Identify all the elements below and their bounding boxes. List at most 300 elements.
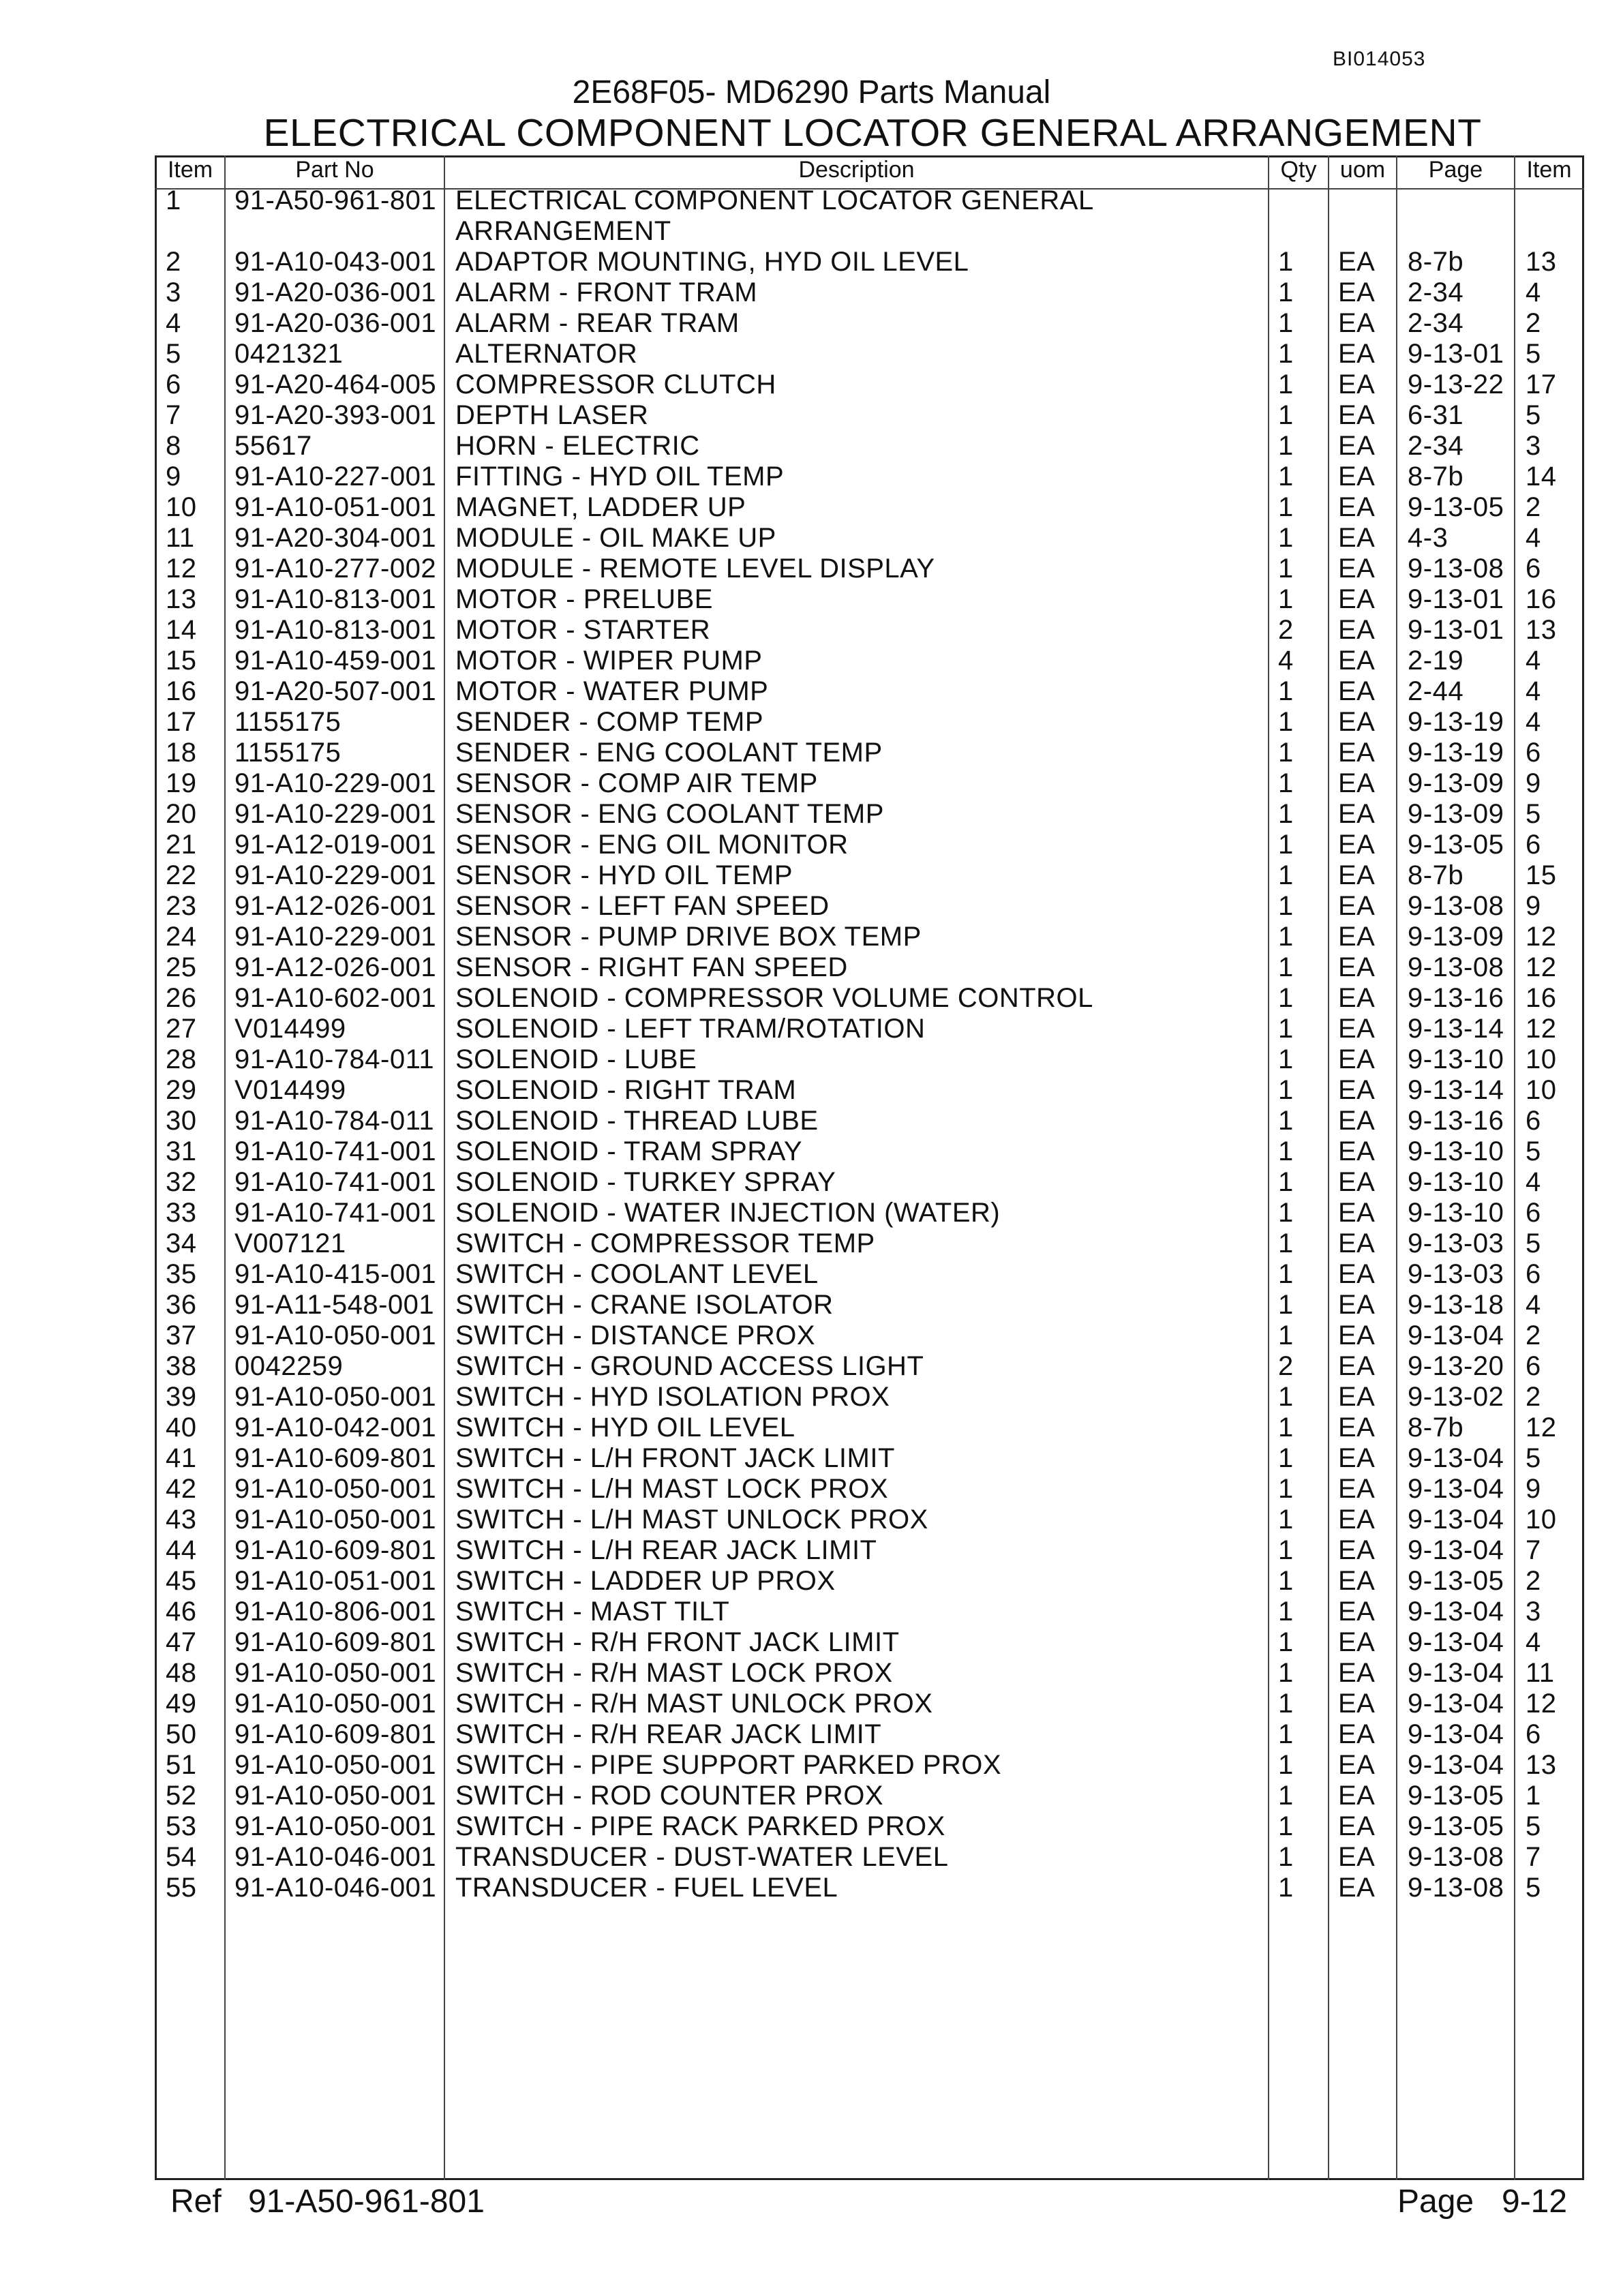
cell-item: 54 — [166, 1842, 197, 1872]
header-item: Item — [167, 157, 213, 183]
cell-item: 19 — [166, 768, 197, 798]
cell-item: 26 — [166, 983, 197, 1013]
cell-uom: EA — [1338, 277, 1376, 307]
cell-qty: 1 — [1278, 1597, 1294, 1627]
cell-qty: 1 — [1278, 400, 1294, 430]
parts-table-body — [0, 185, 1623, 1903]
table-row — [0, 1873, 1623, 1903]
cell-qty: 1 — [1278, 1198, 1294, 1228]
cell-uom: EA — [1338, 1136, 1376, 1166]
cell-qty: 1 — [1278, 1474, 1294, 1504]
cell-item-ref: 16 — [1526, 584, 1557, 614]
cell-item: 55 — [166, 1873, 197, 1903]
table-row — [0, 1505, 1623, 1535]
cell-uom: EA — [1338, 247, 1376, 277]
cell-part-no: 91-A10-043-001 — [234, 247, 437, 277]
cell-item: 18 — [166, 738, 197, 768]
cell-page: 9-13-10 — [1408, 1198, 1504, 1228]
cell-part-no: 91-A10-784-011 — [234, 1106, 435, 1136]
cell-qty: 1 — [1278, 431, 1294, 461]
cell-part-no: 55617 — [234, 431, 312, 461]
cell-item-ref: 5 — [1526, 339, 1541, 369]
table-row — [0, 369, 1623, 400]
cell-part-no: 91-A10-050-001 — [234, 1474, 437, 1504]
cell-description: SWITCH - GROUND ACCESS LIGHT — [455, 1351, 924, 1381]
table-row — [0, 492, 1623, 523]
cell-description: SOLENOID - THREAD LUBE — [455, 1106, 819, 1136]
cell-page: 2-34 — [1408, 308, 1464, 338]
cell-description: HORN - ELECTRIC — [455, 431, 700, 461]
table-row — [0, 1535, 1623, 1566]
cell-item-ref: 7 — [1526, 1535, 1541, 1565]
cell-page: 9-13-03 — [1408, 1228, 1504, 1258]
cell-description: SOLENOID - TURKEY SPRAY — [455, 1167, 836, 1197]
header-description: Description — [798, 157, 915, 183]
cell-uom: EA — [1338, 922, 1376, 952]
cell-qty: 1 — [1278, 462, 1294, 492]
cell-description: SWITCH - R/H MAST LOCK PROX — [455, 1658, 893, 1688]
cell-item-ref: 10 — [1526, 1075, 1557, 1105]
table-row — [0, 277, 1623, 308]
cell-qty: 1 — [1278, 1781, 1294, 1811]
cell-uom: EA — [1338, 339, 1376, 369]
cell-part-no: 91-A10-609-801 — [234, 1627, 437, 1657]
cell-qty: 1 — [1278, 369, 1294, 399]
cell-page: 9-13-08 — [1408, 1873, 1504, 1903]
cell-item: 21 — [166, 830, 197, 860]
cell-part-no: 91-A10-050-001 — [234, 1320, 437, 1350]
cell-item-ref: 12 — [1526, 1413, 1557, 1442]
cell-description: MOTOR - PRELUBE — [455, 584, 713, 614]
cell-item-ref: 5 — [1526, 799, 1541, 829]
cell-part-no: 91-A10-050-001 — [234, 1781, 437, 1811]
cell-qty: 1 — [1278, 1505, 1294, 1535]
cell-page: 9-13-16 — [1408, 1106, 1504, 1136]
table-row — [0, 247, 1623, 277]
cell-part-no: 91-A20-036-001 — [234, 308, 437, 338]
cell-item: 23 — [166, 891, 197, 921]
cell-item-ref: 7 — [1526, 1842, 1541, 1872]
cell-description: TRANSDUCER - DUST-WATER LEVEL — [455, 1842, 949, 1872]
table-row — [0, 1566, 1623, 1597]
table-row — [0, 952, 1623, 983]
cell-uom: EA — [1338, 369, 1376, 399]
table-row — [0, 1290, 1623, 1320]
cell-item-ref: 2 — [1526, 492, 1541, 522]
cell-page: 9-13-04 — [1408, 1535, 1504, 1565]
cell-uom: EA — [1338, 615, 1376, 645]
cell-description: SWITCH - L/H REAR JACK LIMIT — [455, 1535, 877, 1565]
cell-item: 22 — [166, 860, 197, 890]
cell-part-no: 91-A20-304-001 — [234, 523, 437, 553]
cell-page: 9-13-08 — [1408, 554, 1504, 584]
cell-item: 27 — [166, 1014, 197, 1044]
cell-uom: EA — [1338, 1106, 1376, 1136]
cell-part-no: 0042259 — [234, 1351, 344, 1381]
cell-qty: 1 — [1278, 1535, 1294, 1565]
cell-page: 2-34 — [1408, 277, 1464, 307]
cell-part-no: 91-A10-813-001 — [234, 584, 437, 614]
cell-item: 42 — [166, 1474, 197, 1504]
cell-item: 5 — [166, 339, 181, 369]
cell-description: SENSOR - ENG OIL MONITOR — [455, 830, 849, 860]
cell-item-ref: 3 — [1526, 431, 1541, 461]
table-row — [0, 1259, 1623, 1290]
cell-qty: 1 — [1278, 1873, 1294, 1903]
cell-description: MODULE - OIL MAKE UP — [455, 523, 776, 553]
cell-uom: EA — [1338, 768, 1376, 798]
cell-uom: EA — [1338, 1167, 1376, 1197]
cell-item: 6 — [166, 369, 181, 399]
cell-description: SWITCH - L/H MAST UNLOCK PROX — [455, 1505, 928, 1535]
cell-uom: EA — [1338, 1443, 1376, 1473]
cell-uom: EA — [1338, 1351, 1376, 1381]
cell-description: SENDER - COMP TEMP — [455, 707, 764, 737]
cell-item: 39 — [166, 1382, 197, 1412]
cell-uom: EA — [1338, 1382, 1376, 1412]
table-row — [0, 1413, 1623, 1443]
cell-page: 9-13-04 — [1408, 1689, 1504, 1719]
cell-item-ref: 2 — [1526, 308, 1541, 338]
cell-description: SWITCH - LADDER UP PROX — [455, 1566, 836, 1596]
cell-item-ref: 6 — [1526, 738, 1541, 768]
cell-description: SENSOR - COMP AIR TEMP — [455, 768, 818, 798]
cell-qty: 1 — [1278, 1719, 1294, 1749]
cell-qty: 1 — [1278, 1689, 1294, 1719]
cell-qty: 1 — [1278, 1443, 1294, 1473]
cell-qty: 1 — [1278, 1382, 1294, 1412]
cell-uom: EA — [1338, 891, 1376, 921]
cell-uom: EA — [1338, 584, 1376, 614]
cell-item: 32 — [166, 1167, 197, 1197]
table-row — [0, 1627, 1623, 1658]
cell-description: ALTERNATOR — [455, 339, 638, 369]
cell-description: MOTOR - WATER PUMP — [455, 676, 769, 706]
cell-qty: 2 — [1278, 615, 1294, 645]
cell-page: 9-13-04 — [1408, 1597, 1504, 1627]
table-row — [0, 1167, 1623, 1198]
cell-qty: 1 — [1278, 554, 1294, 584]
cell-part-no: 0421321 — [234, 339, 344, 369]
cell-item-ref: 2 — [1526, 1566, 1541, 1596]
cell-qty: 1 — [1278, 891, 1294, 921]
cell-item: 49 — [166, 1689, 197, 1719]
cell-page: 9-13-19 — [1408, 738, 1504, 768]
cell-qty: 1 — [1278, 1413, 1294, 1442]
cell-item-ref: 2 — [1526, 1320, 1541, 1350]
cell-part-no: 91-A10-050-001 — [234, 1658, 437, 1688]
cell-part-no: 91-A10-050-001 — [234, 1505, 437, 1535]
cell-part-no: 91-A10-050-001 — [234, 1750, 437, 1780]
cell-description: SENSOR - ENG COOLANT TEMP — [455, 799, 884, 829]
cell-qty: 1 — [1278, 922, 1294, 952]
table-row — [0, 1136, 1623, 1167]
cell-uom: EA — [1338, 1320, 1376, 1350]
cell-part-no: 91-A10-046-001 — [234, 1873, 437, 1903]
cell-uom: EA — [1338, 707, 1376, 737]
cell-item: 16 — [166, 676, 197, 706]
cell-uom: EA — [1338, 1873, 1376, 1903]
cell-page: 9-13-10 — [1408, 1136, 1504, 1166]
cell-item-ref: 12 — [1526, 1689, 1557, 1719]
cell-part-no: 91-A10-784-011 — [234, 1044, 435, 1074]
table-row — [0, 554, 1623, 584]
cell-qty: 1 — [1278, 1228, 1294, 1258]
cell-item-ref: 10 — [1526, 1044, 1557, 1074]
cell-item: 20 — [166, 799, 197, 829]
table-row — [0, 738, 1623, 768]
cell-part-no: 91-A10-741-001 — [234, 1167, 437, 1197]
cell-page: 9-13-05 — [1408, 1811, 1504, 1841]
cell-item: 50 — [166, 1719, 197, 1749]
cell-item-ref: 2 — [1526, 1382, 1541, 1412]
footer-ref-label: Ref — [170, 2184, 222, 2220]
cell-qty: 1 — [1278, 860, 1294, 890]
cell-description: SOLENOID - LUBE — [455, 1044, 697, 1074]
cell-qty: 1 — [1278, 707, 1294, 737]
document-id: BI014053 — [1333, 48, 1426, 70]
cell-qty: 1 — [1278, 1627, 1294, 1657]
cell-item-ref: 4 — [1526, 676, 1541, 706]
cell-page: 9-13-14 — [1408, 1075, 1504, 1105]
cell-item: 15 — [166, 646, 197, 676]
cell-item: 8 — [166, 431, 181, 461]
cell-description: ADAPTOR MOUNTING, HYD OIL LEVEL — [455, 247, 969, 277]
cell-uom: EA — [1338, 462, 1376, 492]
cell-item: 40 — [166, 1413, 197, 1442]
cell-page: 9-13-14 — [1408, 1014, 1504, 1044]
cell-part-no: 91-A10-050-001 — [234, 1382, 437, 1412]
cell-qty: 2 — [1278, 1351, 1294, 1381]
cell-uom: EA — [1338, 1719, 1376, 1749]
cell-item-ref: 11 — [1526, 1658, 1555, 1688]
cell-qty: 1 — [1278, 1106, 1294, 1136]
cell-item-ref: 16 — [1526, 983, 1557, 1013]
cell-part-no: 91-A20-036-001 — [234, 277, 437, 307]
cell-part-no: 1155175 — [234, 738, 342, 768]
cell-item: 48 — [166, 1658, 197, 1688]
cell-part-no: 91-A10-609-801 — [234, 1443, 437, 1473]
cell-part-no: 91-A12-026-001 — [234, 952, 437, 982]
cell-description: SWITCH - DISTANCE PROX — [455, 1320, 816, 1350]
table-row — [0, 1228, 1623, 1259]
cell-item: 9 — [166, 462, 181, 492]
table-row — [0, 983, 1623, 1014]
cell-page: 2-44 — [1408, 676, 1464, 706]
cell-item: 7 — [166, 400, 181, 430]
cell-page: 9-13-05 — [1408, 492, 1504, 522]
cell-item: 34 — [166, 1228, 197, 1258]
cell-description: SWITCH - COMPRESSOR TEMP — [455, 1228, 875, 1258]
table-row — [0, 308, 1623, 339]
cell-page: 9-13-04 — [1408, 1320, 1504, 1350]
table-row — [0, 1044, 1623, 1075]
cell-qty: 1 — [1278, 1658, 1294, 1688]
cell-description: SWITCH - PIPE SUPPORT PARKED PROX — [455, 1750, 1002, 1780]
cell-qty: 1 — [1278, 1290, 1294, 1320]
cell-page: 9-13-04 — [1408, 1750, 1504, 1780]
cell-description: SWITCH - ROD COUNTER PROX — [455, 1781, 884, 1811]
cell-item-ref: 4 — [1526, 646, 1541, 676]
cell-description: SWITCH - CRANE ISOLATOR — [455, 1290, 834, 1320]
table-row — [0, 400, 1623, 431]
cell-item-ref: 5 — [1526, 400, 1541, 430]
cell-item: 38 — [166, 1351, 197, 1381]
cell-page: 4-3 — [1408, 523, 1448, 553]
cell-part-no: V014499 — [234, 1075, 346, 1105]
cell-uom: EA — [1338, 1014, 1376, 1044]
table-row — [0, 1198, 1623, 1228]
table-row — [0, 1689, 1623, 1719]
cell-item-ref: 13 — [1526, 247, 1557, 277]
cell-qty: 1 — [1278, 247, 1294, 277]
cell-item: 2 — [166, 247, 181, 277]
cell-page: 2-19 — [1408, 646, 1464, 676]
cell-description: SWITCH - HYD ISOLATION PROX — [455, 1382, 890, 1412]
cell-part-no: 91-A10-051-001 — [234, 492, 437, 522]
cell-part-no: 91-A10-229-001 — [234, 768, 437, 798]
cell-item-ref: 9 — [1526, 1474, 1541, 1504]
cell-description: MAGNET, LADDER UP — [455, 492, 746, 522]
cell-part-no: 91-A11-548-001 — [234, 1290, 435, 1320]
cell-description: ALARM - FRONT TRAM — [455, 277, 758, 307]
cell-item: 1 — [166, 185, 181, 215]
cell-item-ref: 14 — [1526, 462, 1557, 492]
table-row — [0, 523, 1623, 554]
cell-uom: EA — [1338, 1811, 1376, 1841]
cell-description: SWITCH - HYD OIL LEVEL — [455, 1413, 795, 1442]
cell-qty: 1 — [1278, 492, 1294, 522]
cell-part-no: 91-A20-464-005 — [234, 369, 437, 399]
cell-uom: EA — [1338, 1781, 1376, 1811]
cell-item: 46 — [166, 1597, 197, 1627]
cell-part-no: 91-A10-277-002 — [234, 554, 437, 584]
cell-uom: EA — [1338, 1842, 1376, 1872]
cell-item-ref: 4 — [1526, 1290, 1541, 1320]
cell-part-no: 91-A10-050-001 — [234, 1811, 437, 1841]
cell-part-no: 91-A10-415-001 — [234, 1259, 437, 1289]
cell-uom: EA — [1338, 646, 1376, 676]
cell-uom: EA — [1338, 1474, 1376, 1504]
cell-page: 6-31 — [1408, 400, 1464, 430]
cell-description: MOTOR - STARTER — [455, 615, 711, 645]
cell-uom: EA — [1338, 1566, 1376, 1596]
cell-qty: 1 — [1278, 339, 1294, 369]
cell-uom: EA — [1338, 1290, 1376, 1320]
cell-page: 9-13-10 — [1408, 1167, 1504, 1197]
cell-item-ref: 13 — [1526, 615, 1557, 645]
cell-item: 43 — [166, 1505, 197, 1535]
cell-uom: EA — [1338, 738, 1376, 768]
cell-page: 9-13-04 — [1408, 1719, 1504, 1749]
cell-description: SWITCH - L/H FRONT JACK LIMIT — [455, 1443, 895, 1473]
cell-description: DEPTH LASER — [455, 400, 649, 430]
cell-item: 47 — [166, 1627, 197, 1657]
cell-description: SWITCH - PIPE RACK PARKED PROX — [455, 1811, 945, 1841]
cell-item-ref: 13 — [1526, 1750, 1557, 1780]
cell-qty: 1 — [1278, 308, 1294, 338]
cell-page: 9-13-20 — [1408, 1351, 1504, 1381]
cell-qty: 1 — [1278, 1167, 1294, 1197]
cell-item: 4 — [166, 308, 181, 338]
cell-item: 51 — [166, 1750, 197, 1780]
cell-description: FITTING - HYD OIL TEMP — [455, 462, 785, 492]
cell-qty: 1 — [1278, 1566, 1294, 1596]
cell-item: 29 — [166, 1075, 197, 1105]
table-row — [0, 185, 1623, 247]
cell-page: 9-13-08 — [1408, 891, 1504, 921]
cell-description: SWITCH - MAST TILT — [455, 1597, 730, 1627]
cell-part-no: 91-A50-961-801 — [234, 185, 437, 215]
cell-item-ref: 6 — [1526, 1719, 1541, 1749]
cell-item-ref: 4 — [1526, 1627, 1541, 1657]
cell-qty: 1 — [1278, 1842, 1294, 1872]
cell-part-no: 91-A10-227-001 — [234, 462, 437, 492]
cell-item: 10 — [166, 492, 197, 522]
cell-uom: EA — [1338, 1505, 1376, 1535]
table-row — [0, 1320, 1623, 1351]
cell-description: SOLENOID - RIGHT TRAM — [455, 1075, 797, 1105]
cell-description: SENSOR - LEFT FAN SPEED — [455, 891, 830, 921]
cell-qty: 1 — [1278, 676, 1294, 706]
cell-item: 28 — [166, 1044, 197, 1074]
cell-uom: EA — [1338, 523, 1376, 553]
manual-title: 2E68F05- MD6290 Parts Manual — [572, 74, 1051, 110]
cell-qty: 1 — [1278, 768, 1294, 798]
cell-description: SWITCH - L/H MAST LOCK PROX — [455, 1474, 889, 1504]
cell-uom: EA — [1338, 1658, 1376, 1688]
table-row — [0, 1811, 1623, 1842]
cell-description: SOLENOID - TRAM SPRAY — [455, 1136, 803, 1166]
cell-item-ref: 5 — [1526, 1873, 1541, 1903]
cell-item-ref: 12 — [1526, 922, 1557, 952]
header-qty: Qty — [1280, 157, 1317, 183]
cell-item: 52 — [166, 1781, 197, 1811]
cell-item-ref: 5 — [1526, 1136, 1541, 1166]
section-title: ELECTRICAL COMPONENT LOCATOR GENERAL ARRANGEMENT — [263, 111, 1482, 155]
cell-description: SENDER - ENG COOLANT TEMP — [455, 738, 883, 768]
cell-uom: EA — [1338, 1413, 1376, 1442]
cell-uom: EA — [1338, 1075, 1376, 1105]
table-row — [0, 1750, 1623, 1781]
cell-part-no: 91-A10-806-001 — [234, 1597, 437, 1627]
table-row — [0, 1382, 1623, 1413]
cell-page: 8-7b — [1408, 1413, 1464, 1442]
cell-qty: 1 — [1278, 983, 1294, 1013]
cell-uom: EA — [1338, 1198, 1376, 1228]
cell-page: 9-13-04 — [1408, 1505, 1504, 1535]
cell-item: 14 — [166, 615, 197, 645]
cell-qty: 1 — [1278, 952, 1294, 982]
cell-uom: EA — [1338, 431, 1376, 461]
cell-part-no: 91-A10-229-001 — [234, 922, 437, 952]
cell-part-no: 91-A10-042-001 — [234, 1413, 437, 1442]
cell-item-ref: 17 — [1526, 369, 1557, 399]
cell-page: 9-13-05 — [1408, 1781, 1504, 1811]
cell-part-no: 91-A10-051-001 — [234, 1566, 437, 1596]
cell-page: 9-13-10 — [1408, 1044, 1504, 1074]
table-row — [0, 1014, 1623, 1044]
cell-description: COMPRESSOR CLUTCH — [455, 369, 776, 399]
cell-part-no: 91-A10-459-001 — [234, 646, 437, 676]
cell-part-no: 91-A10-046-001 — [234, 1842, 437, 1872]
cell-item: 12 — [166, 554, 197, 584]
cell-item: 3 — [166, 277, 181, 307]
header-item-ref: Item — [1526, 157, 1572, 183]
cell-uom: EA — [1338, 1627, 1376, 1657]
cell-page: 9-13-05 — [1408, 1566, 1504, 1596]
cell-item: 17 — [166, 707, 197, 737]
